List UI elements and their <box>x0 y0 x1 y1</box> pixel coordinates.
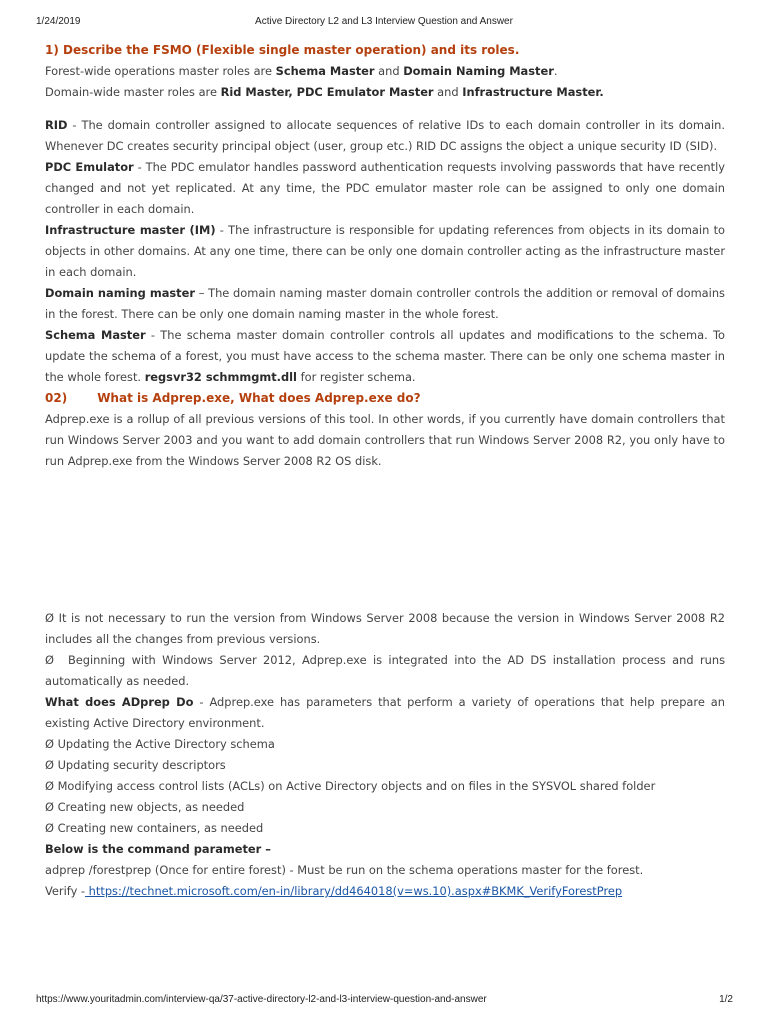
adprep-intro: Adprep.exe is a rollup of all previous versions of this tool. In other words, if you currently have domain controllers that run Windows Server 2003 and you want to add domain controllers that run Windows Server 2008 R2, you only have to run Adprep.exe from the Windows Server 2008 R2 OS disk. <box>45 412 725 468</box>
question-2-title: 02) What is Adprep.exe, What does Adprep.exe do? <box>45 391 421 405</box>
bullet-icon: Ø <box>45 758 54 772</box>
pdc-paragraph: PDC Emulator - The PDC emulator handles password authentication requests involving passwords that have recently changed and not yet replicated. At any time, the PDC emulator master role can be assigned to only one domain controller in each domain. <box>45 160 725 216</box>
document-body <box>45 40 725 902</box>
pdc-term: PDC Emulator <box>45 160 134 174</box>
print-title: Active Directory L2 and L3 Interview Question and Answer <box>255 16 513 27</box>
bullet-icon: Ø <box>45 779 54 793</box>
page-number: 1/2 <box>719 994 733 1005</box>
schema-term: Schema Master <box>45 328 146 342</box>
bullet-icon: Ø <box>45 611 54 625</box>
op-item: Ø Updating security descriptors <box>45 758 226 772</box>
rid-term: RID <box>45 118 68 132</box>
infrastructure-paragraph: Infrastructure master (IM) - The infrastructure is responsible for updating references from objects in its domain to objects in other domains. At any one time, there can be only one domain controller acting as the infrastructure master in each domain. <box>45 223 725 279</box>
infrastructure-term: Infrastructure master (IM) <box>45 223 216 237</box>
print-url: https://www.youritadmin.com/interview-qa/37-active-directory-l2-and-l3-interview-question-and-answer <box>36 994 487 1005</box>
schema-master-term: Schema Master <box>275 64 375 78</box>
op-item: Ø Updating the Active Directory schema <box>45 737 275 751</box>
domain-roles-line: Domain-wide master roles are Rid Master, PDC Emulator Master and Infrastructure Master. <box>45 85 604 99</box>
schema-master-paragraph: Schema Master - The schema master domain controller controls all updates and modifications to the schema. To update the schema of a forest, you must have access to the schema master. There can be only one schema master in the whole forest. regsvr32 schmmgmt.dll for register schema. <box>45 328 725 384</box>
bullet-icon: Ø <box>45 653 54 667</box>
print-date: 1/24/2019 <box>36 16 81 27</box>
infrastructure-master-term: Infrastructure Master. <box>462 85 604 99</box>
op-item: Ø Creating new containers, as needed <box>45 821 264 835</box>
op-item: Ø Creating new objects, as needed <box>45 800 245 814</box>
command-parameter-heading: Below is the command parameter – <box>45 842 271 856</box>
bullet-icon: Ø <box>45 737 54 751</box>
verify-label: Verify - <box>45 884 86 898</box>
forest-roles-line: Forest-wide operations master roles are Schema Master and Domain Naming Master. <box>45 64 558 78</box>
regsvr-command: regsvr32 schmmgmt.dll <box>144 370 297 384</box>
domain-roles-terms: Rid Master, PDC Emulator Master <box>220 85 434 99</box>
bullet-point-2: Ø Beginning with Windows Server 2012, Adprep.exe is integrated into the AD DS installation process and runs automatically as needed. <box>45 653 725 688</box>
bullet-icon: Ø <box>45 821 54 835</box>
what-does-adprep-paragraph: What does ADprep Do - Adprep.exe has parameters that perform a variety of operations that help prepare an existing Active Directory environment. <box>45 695 726 730</box>
verify-line <box>45 881 725 902</box>
domain-naming-paragraph: Domain naming master – The domain naming master domain controller controls the addition or removal of domains in the forest. There can be only one domain naming master in the whole forest. <box>45 286 725 321</box>
op-item: Ø Modifying access control lists (ACLs) on Active Directory objects and on files in the SYSVOL shared folder <box>45 779 656 793</box>
bullet-icon: Ø <box>45 800 54 814</box>
domain-naming-master-term: Domain Naming Master <box>403 64 554 78</box>
verify-forestprep-link[interactable]: https://technet.microsoft.com/en-in/library/dd464018(v=ws.10).aspx#BKMK_VerifyForestPrep <box>85 884 623 898</box>
bullet-point-1: Ø It is not necessary to run the version from Windows Server 2008 because the version in Windows Server 2008 R2 includes all the changes from previous versions. <box>45 611 725 646</box>
domain-naming-term: Domain naming master <box>45 286 195 300</box>
rid-paragraph: RID - The domain controller assigned to allocate sequences of relative IDs to each domain controller in its domain. Whenever DC creates security principal object (user, group etc.) RID DC assigns the object a unique security ID (SID). <box>45 118 725 153</box>
forestprep-line: adprep /forestprep (Once for entire forest) - Must be run on the schema operations master for the forest. <box>45 863 644 877</box>
what-does-adprep-term: What does ADprep Do <box>45 695 194 709</box>
question-1-title: 1) Describe the FSMO (Flexible single master operation) and its roles. <box>45 43 520 57</box>
